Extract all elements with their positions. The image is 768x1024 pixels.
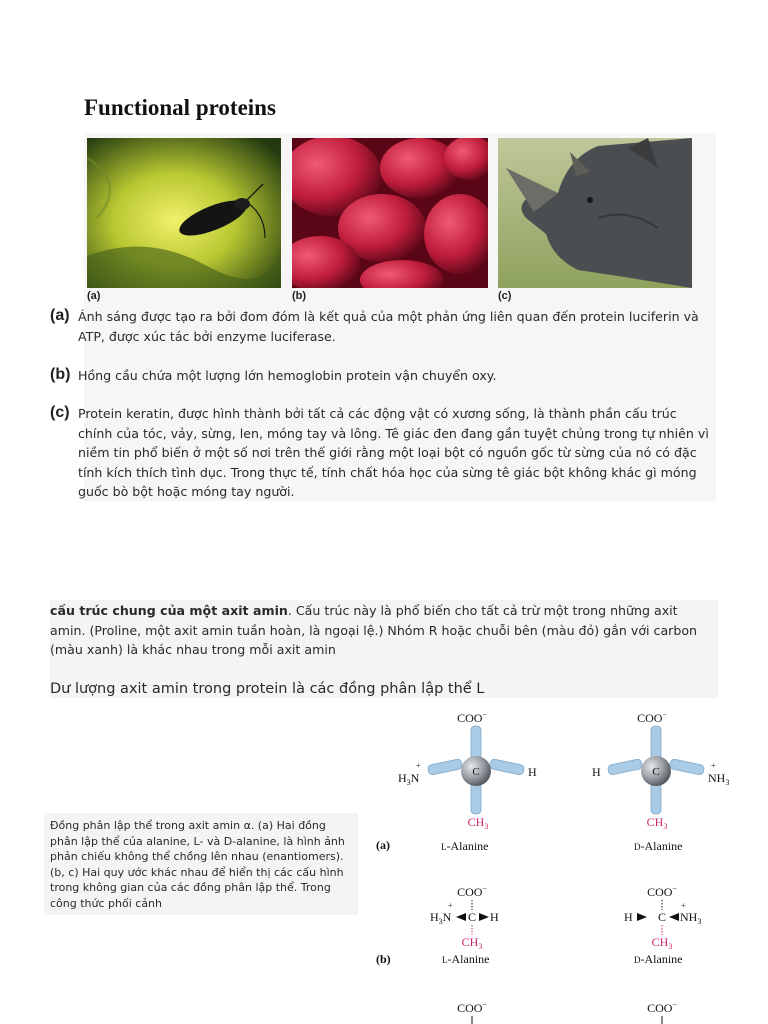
l-coo-label: COO xyxy=(457,711,483,725)
l-alanine-prefix-a: L xyxy=(441,842,447,852)
lb-n-label: N xyxy=(442,910,452,924)
l-alanine-name-b: -Alanine xyxy=(447,952,490,966)
d-ch-sub: 3 xyxy=(663,822,668,831)
amino-acid-bold-term: cấu trúc chung của một axit amin xyxy=(50,603,288,618)
stereoisomer-heading: Dư lượng axit amin trong protein là các đồng phân lập thể L xyxy=(50,681,485,697)
svg-text:H3N xyxy=(398,771,420,787)
amino-acid-paragraph xyxy=(50,601,716,660)
svg-text:H3N xyxy=(430,910,452,926)
l-h3-sub: 3 xyxy=(406,778,411,787)
svg-text:NH3 xyxy=(680,910,701,926)
db-n-charge: + xyxy=(681,901,686,910)
svg-text:L-Alanine xyxy=(442,952,489,966)
svg-text:NH3 xyxy=(708,771,729,787)
caption-b-text: Hồng cầu chứa một lượng lớn hemoglobin protein vận chuyển oxy. xyxy=(78,368,497,383)
l-alanine-perspective xyxy=(430,884,499,951)
l-ch-label: CH xyxy=(467,815,485,829)
lb-coo-label: COO xyxy=(457,885,483,899)
svg-text:D-Alanine xyxy=(634,839,682,853)
lc-coo-charge: − xyxy=(482,1000,487,1009)
lb-h-label: H xyxy=(490,910,499,924)
svg-text:COO− xyxy=(457,1000,487,1015)
d-nh-sub: 3 xyxy=(725,778,730,787)
caption-a-letter: (a) xyxy=(50,307,70,324)
page-title: Functional proteins xyxy=(84,95,276,120)
d-nh-label: NH xyxy=(708,771,726,785)
svg-text:CH3 xyxy=(652,935,673,951)
db-nh-label: NH xyxy=(680,910,698,924)
red-blood-cells-photo xyxy=(292,138,488,288)
db-h-label: H xyxy=(624,910,633,924)
l-h3-label: H xyxy=(398,771,407,785)
svg-text:COO− xyxy=(647,884,677,899)
dc-coo-label: COO xyxy=(647,1001,673,1015)
db-coo-charge: − xyxy=(672,884,677,893)
d-alanine-prefix-b: D xyxy=(634,955,641,965)
d-alanine-name-b: -Alanine xyxy=(640,952,683,966)
firefly-photo xyxy=(87,138,281,288)
lb-ch-label: CH xyxy=(461,935,479,949)
d-coo-label: COO xyxy=(637,711,663,725)
dc-coo-charge: − xyxy=(672,1000,677,1009)
db-coo-label: COO xyxy=(647,885,673,899)
lb-ch-sub: 3 xyxy=(478,942,483,951)
db-carbon-label: C xyxy=(658,910,667,924)
d-alanine-name-a: -Alanine xyxy=(640,839,683,853)
l-alanine-ball-stick xyxy=(398,710,537,831)
db-ch-label: CH xyxy=(651,935,669,949)
svg-text:CH3 xyxy=(647,815,668,831)
lc-coo-label: COO xyxy=(457,1001,483,1015)
rhinoceros-photo xyxy=(498,138,692,288)
fischer-projection-partial xyxy=(457,1000,677,1024)
svg-text:CH3 xyxy=(462,935,483,951)
svg-text:COO− xyxy=(647,1000,677,1015)
caption-c-letter: (c) xyxy=(50,404,70,421)
row-a-label: (a) xyxy=(376,838,390,852)
alanine-stereoisomer-figure xyxy=(368,700,758,1024)
l-n-charge: + xyxy=(416,761,421,770)
d-carbon-label: C xyxy=(652,766,660,778)
d-alanine-prefix-a: D xyxy=(634,842,641,852)
lb-n-charge: + xyxy=(448,901,453,910)
row-b-label: (b) xyxy=(376,952,391,966)
lb-h3-sub: 3 xyxy=(438,917,443,926)
svg-text:D-Alanine xyxy=(634,952,682,966)
svg-text:CH3 xyxy=(468,815,489,831)
caption-a-text: Ánh sáng được tạo ra bởi đom đóm là kết quả của một phản ứng liên quan đến protein luciferin và ATP, được xúc tác bởi enzyme luciferase. xyxy=(78,309,699,344)
l-alanine-name-a: -Alanine xyxy=(446,839,489,853)
photo-a-label: (a) xyxy=(87,290,101,302)
db-ch-sub: 3 xyxy=(668,942,673,951)
d-alanine-perspective xyxy=(624,884,701,951)
photo-b-label: (b) xyxy=(292,290,307,302)
d-n-charge: + xyxy=(711,761,716,770)
lb-h3-label: H xyxy=(430,910,439,924)
l-alanine-prefix-b: L xyxy=(442,955,448,965)
d-h-label: H xyxy=(592,765,601,779)
caption-c-text: Protein keratin, được hình thành bởi tất cả các động vật có xương sống, là thành phần cấu trúc chính của tóc, vảy, sừng, len, móng tay và lông. Tê giác đen đang gần tuyệt chủng trong tự nhiên vì niềm tin phổ biến ở một số nơi trên thế giới rằng một loại bột có nguồn gốc từ sừng của nó có đặc tính kích thích tình dục. Trong thực tế, tính chất hóa học của sừng tê giác bột không khác gì móng guốc bò bột hoặc móng tay người. xyxy=(78,406,709,499)
photo-c-label: (c) xyxy=(498,290,512,302)
l-n-label: N xyxy=(410,771,420,785)
d-ch-label: CH xyxy=(646,815,664,829)
l-coo-charge: − xyxy=(482,710,487,719)
l-h-label: H xyxy=(528,765,537,779)
svg-text:COO− xyxy=(637,710,667,725)
figure-caption: Đồng phân lập thể trong axit amin α. (a) Hai đồng phân lập thể của alanine, L- và D-alanine, là hình ảnh phản chiếu không thể chồng lên nhau (enantiomers). (b, c) Hai quy ước khác nhau để hiển thị các cấu hình trong không gian của các đồng phân lập thể. Trong công thức phối cảnh xyxy=(50,819,345,910)
l-ch-sub: 3 xyxy=(484,822,489,831)
caption-b-letter: (b) xyxy=(50,366,71,383)
svg-text:L-Alanine xyxy=(441,839,488,853)
db-nh-sub: 3 xyxy=(697,917,702,926)
svg-text:COO− xyxy=(457,884,487,899)
lb-carbon-label: C xyxy=(468,910,477,924)
amino-acid-description: . Cấu trúc này là phổ biến cho tất cả trừ một trong những axit amin. (Proline, một axit amin tuần hoàn, là ngoại lệ.) Nhóm R hoặc chuỗi bên (màu đỏ) gắn với carbon (màu xanh) là khác nhau trong mỗi axit amin xyxy=(50,603,698,657)
d-coo-charge: − xyxy=(662,710,667,719)
d-alanine-ball-stick xyxy=(592,710,729,831)
svg-text:COO− xyxy=(457,710,487,725)
lb-coo-charge: − xyxy=(482,884,487,893)
l-carbon-label: C xyxy=(472,766,480,778)
